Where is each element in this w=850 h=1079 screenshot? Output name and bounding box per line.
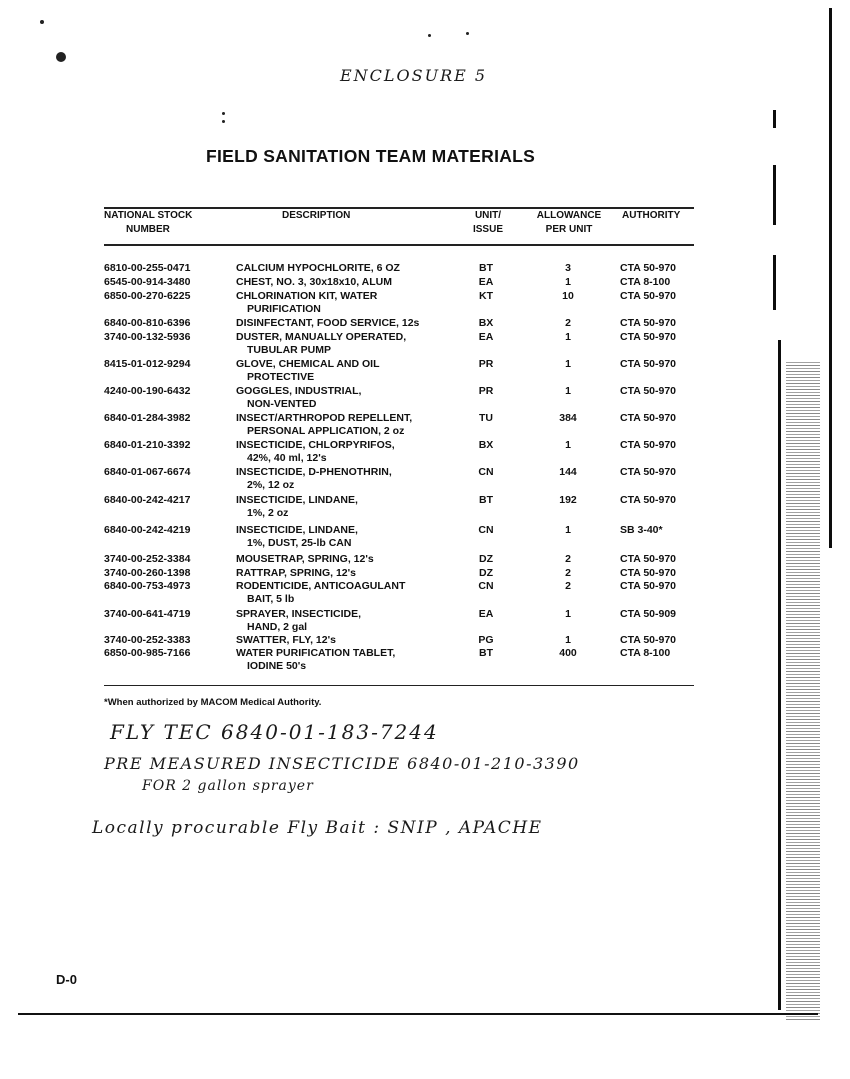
handwritten-line-2: PRE MEASURED INSECTICIDE 6840-01-210-3390	[104, 754, 580, 773]
cell-authority: CTA 50-970	[620, 385, 677, 397]
cell-description: CHEST, NO. 3, 30x18x10, ALUM	[236, 276, 393, 288]
scan-speck	[56, 52, 66, 62]
cell-authority: CTA 50-970	[620, 439, 677, 451]
cell-unit-issue: CN	[478, 466, 494, 478]
cell-authority: CTA 50-970	[620, 567, 677, 579]
cell-unit-issue: BX	[478, 439, 494, 451]
handwritten-line-1: FLY TEC 6840-01-183-7244	[110, 720, 439, 744]
cell-authority: CTA 50-970	[620, 412, 677, 424]
cell-nsn: 6840-00-242-4217	[104, 494, 191, 506]
cell-allowance: 1	[565, 608, 571, 620]
cell-authority: CTA 50-970	[620, 262, 677, 274]
cell-unit-issue: EA	[478, 608, 494, 620]
handwritten-line-4: Locally procurable Fly Bait : SNIP , APACHE	[92, 818, 543, 838]
scan-noise	[786, 360, 820, 1020]
cell-description-continued: NON-VENTED	[247, 398, 317, 410]
table-header-rule	[104, 244, 694, 246]
cell-unit-issue: PR	[478, 385, 494, 397]
cell-authority: CTA 50-970	[620, 331, 677, 343]
cell-nsn: 6840-01-284-3982	[104, 412, 191, 424]
cell-authority: CTA 50-970	[620, 634, 677, 646]
header-nsn: NATIONAL STOCK NUMBER	[104, 210, 193, 235]
cell-description: CALCIUM HYPOCHLORITE, 6 OZ	[236, 262, 400, 274]
cell-allowance: 2	[565, 553, 571, 565]
cell-allowance: 384	[559, 412, 577, 424]
cell-description: MOUSETRAP, SPRING, 12's	[236, 553, 374, 565]
enclosure-note: ENCLOSURE 5	[340, 66, 488, 85]
scan-speck	[222, 112, 225, 115]
cell-unit-issue: CN	[478, 524, 494, 536]
cell-description: RODENTICIDE, ANTICOAGULANT	[236, 580, 406, 592]
cell-allowance: 1	[565, 385, 571, 397]
cell-nsn: 6840-00-810-6396	[104, 317, 191, 329]
cell-description: INSECTICIDE, D-PHENOTHRIN,	[236, 466, 392, 478]
cell-unit-issue: KT	[479, 290, 493, 302]
cell-description: SPRAYER, INSECTICIDE,	[236, 608, 362, 620]
cell-nsn: 6545-00-914-3480	[104, 276, 191, 288]
cell-authority: CTA 8-100	[620, 647, 671, 659]
cell-allowance: 1	[565, 439, 571, 451]
cell-authority: CTA 50-970	[620, 553, 677, 565]
cell-nsn: 3740-00-252-3383	[104, 634, 191, 646]
cell-authority: CTA 50-970	[620, 494, 677, 506]
cell-nsn: 3740-00-641-4719	[104, 608, 191, 620]
cell-nsn: 6840-01-067-6674	[104, 466, 191, 478]
cell-description: DUSTER, MANUALLY OPERATED,	[236, 331, 407, 343]
cell-allowance: 2	[565, 317, 571, 329]
cell-unit-issue: BX	[478, 317, 494, 329]
cell-authority: CTA 50-970	[620, 290, 677, 302]
header-unit-issue: UNIT/ ISSUE	[472, 210, 503, 235]
page-number: D-0	[56, 972, 77, 987]
header-authority: AUTHORITY	[622, 210, 681, 221]
cell-unit-issue: EA	[478, 331, 494, 343]
scan-edge-line	[829, 8, 832, 548]
cell-unit-issue: BT	[479, 647, 493, 659]
footnote: *When authorized by MACOM Medical Authority.	[104, 697, 322, 708]
cell-allowance: 1	[565, 524, 571, 536]
cell-unit-issue: DZ	[479, 553, 493, 565]
scan-edge-mark	[778, 340, 781, 1010]
cell-nsn: 6850-00-270-6225	[104, 290, 191, 302]
cell-description-continued: 1%, DUST, 25-lb CAN	[247, 537, 352, 549]
cell-description-continued: PROTECTIVE	[247, 371, 315, 383]
handwritten-line-3: FOR 2 gallon sprayer	[142, 778, 314, 794]
cell-authority: CTA 50-970	[620, 466, 677, 478]
cell-nsn: 3740-00-260-1398	[104, 567, 191, 579]
cell-unit-issue: PG	[478, 634, 494, 646]
scan-speck	[466, 32, 469, 35]
header-description: DESCRIPTION	[282, 210, 351, 221]
cell-nsn: 3740-00-252-3384	[104, 553, 191, 565]
header-allowance: ALLOWANCE PER UNIT	[536, 210, 602, 235]
page-title: FIELD SANITATION TEAM MATERIALS	[206, 146, 536, 166]
cell-authority: CTA 50-909	[620, 608, 677, 620]
cell-nsn: 6840-00-753-4973	[104, 580, 191, 592]
scan-speck	[428, 34, 431, 37]
cell-allowance: 1	[565, 276, 571, 288]
scan-edge-mark	[773, 255, 776, 310]
cell-authority: CTA 8-100	[620, 276, 671, 288]
cell-description-continued: PERSONAL APPLICATION, 2 oz	[247, 425, 405, 437]
cell-description: INSECTICIDE, LINDANE,	[236, 524, 358, 536]
cell-description: INSECTICIDE, LINDANE,	[236, 494, 358, 506]
scan-speck	[40, 20, 44, 24]
cell-description-continued: 42%, 40 ml, 12's	[247, 452, 327, 464]
cell-allowance: 192	[559, 494, 577, 506]
scan-edge-mark	[773, 110, 776, 128]
cell-allowance: 1	[565, 331, 571, 343]
cell-unit-issue: TU	[479, 412, 493, 424]
cell-allowance: 2	[565, 580, 571, 592]
cell-description: SWATTER, FLY, 12's	[236, 634, 336, 646]
cell-description-continued: IODINE 50's	[247, 660, 307, 672]
cell-allowance: 1	[565, 634, 571, 646]
scan-speck	[222, 120, 225, 123]
cell-unit-issue: EA	[478, 276, 494, 288]
cell-description: DISINFECTANT, FOOD SERVICE, 12s	[236, 317, 420, 329]
cell-description: INSECT/ARTHROPOD REPELLENT,	[236, 412, 413, 424]
scan-edge-mark	[773, 165, 776, 225]
cell-description-continued: PURIFICATION	[247, 303, 321, 315]
cell-description-continued: TUBULAR PUMP	[247, 344, 331, 356]
cell-nsn: 6850-00-985-7166	[104, 647, 191, 659]
table-bottom-rule	[104, 685, 694, 686]
cell-nsn: 3740-00-132-5936	[104, 331, 191, 343]
cell-allowance: 10	[562, 290, 574, 302]
cell-description: CHLORINATION KIT, WATER	[236, 290, 378, 302]
scan-bottom-line	[18, 1013, 818, 1015]
cell-description-continued: 1%, 2 oz	[247, 507, 289, 519]
cell-nsn: 4240-00-190-6432	[104, 385, 191, 397]
cell-allowance: 2	[565, 567, 571, 579]
cell-nsn: 8415-01-012-9294	[104, 358, 191, 370]
cell-authority: CTA 50-970	[620, 580, 677, 592]
cell-authority: CTA 50-970	[620, 358, 677, 370]
cell-description-continued: 2%, 12 oz	[247, 479, 295, 491]
cell-nsn: 6840-00-242-4219	[104, 524, 191, 536]
cell-allowance: 400	[559, 647, 577, 659]
cell-description-continued: BAIT, 5 lb	[247, 593, 295, 605]
cell-description: WATER PURIFICATION TABLET,	[236, 647, 396, 659]
cell-nsn: 6840-01-210-3392	[104, 439, 191, 451]
cell-unit-issue: DZ	[479, 567, 493, 579]
cell-allowance: 144	[559, 466, 577, 478]
cell-allowance: 1	[565, 358, 571, 370]
cell-unit-issue: BT	[479, 262, 493, 274]
cell-allowance: 3	[565, 262, 571, 274]
cell-unit-issue: BT	[479, 494, 493, 506]
cell-description: GLOVE, CHEMICAL AND OIL	[236, 358, 380, 370]
cell-nsn: 6810-00-255-0471	[104, 262, 191, 274]
cell-description: RATTRAP, SPRING, 12's	[236, 567, 356, 579]
cell-description-continued: HAND, 2 gal	[247, 621, 308, 633]
cell-unit-issue: PR	[478, 358, 494, 370]
cell-authority: SB 3-40*	[620, 524, 663, 536]
cell-unit-issue: CN	[478, 580, 494, 592]
cell-authority: CTA 50-970	[620, 317, 677, 329]
cell-description: INSECTICIDE, CHLORPYRIFOS,	[236, 439, 395, 451]
cell-description: GOGGLES, INDUSTRIAL,	[236, 385, 362, 397]
